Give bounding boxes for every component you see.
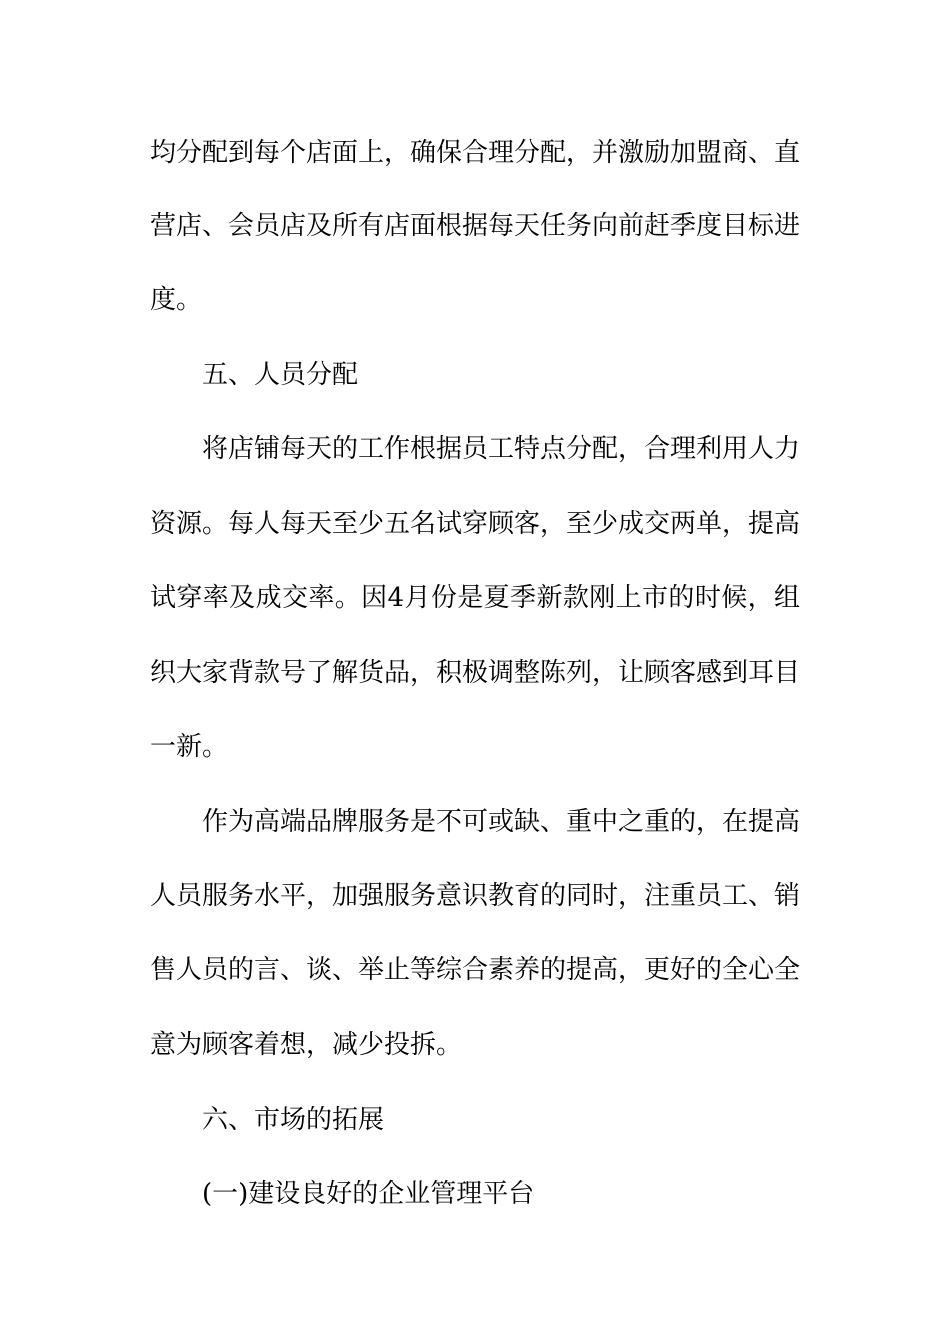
paragraph-line: 度。 (150, 285, 203, 315)
paragraph-line: 织大家背款号了解货品，积极调整陈列，让顾客感到耳目 (150, 658, 800, 688)
paragraph-line: 一新。 (150, 732, 229, 762)
paragraph-line: 售人员的言、谈、举止等综合素养的提高，更好的全心全 (150, 955, 800, 985)
paragraph-line: 将店铺每天的工作根据员工特点分配，合理利用人力 (202, 434, 800, 464)
paragraph-line: 均分配到每个店面上，确保合理分配，并激励加盟商、直 (150, 138, 800, 168)
paragraph-line: 人员服务水平，加强服务意识教育的同时，注重员工、销 (150, 881, 800, 911)
paragraph-line: 意为顾客着想，减少投拆。 (150, 1030, 463, 1060)
paragraph-line: 资源。每人每天至少五名试穿顾客，至少成交两单，提高 (150, 509, 800, 539)
paragraph-line: 作为高端品牌服务是不可或缺、重中之重的，在提高 (202, 807, 800, 837)
paragraph-line: 营店、会员店及所有店面根据每天任务向前赶季度目标进 (150, 211, 800, 241)
subsection-heading: (一)建设良好的企业管理平台 (202, 1179, 535, 1209)
paragraph-line: 试穿率及成交率。因4月份是夏季新款刚上市的时候，组 (150, 583, 800, 613)
section-heading-staff-allocation: 五、人员分配 (202, 360, 359, 390)
section-heading-market-expansion: 六、市场的拓展 (202, 1105, 385, 1135)
